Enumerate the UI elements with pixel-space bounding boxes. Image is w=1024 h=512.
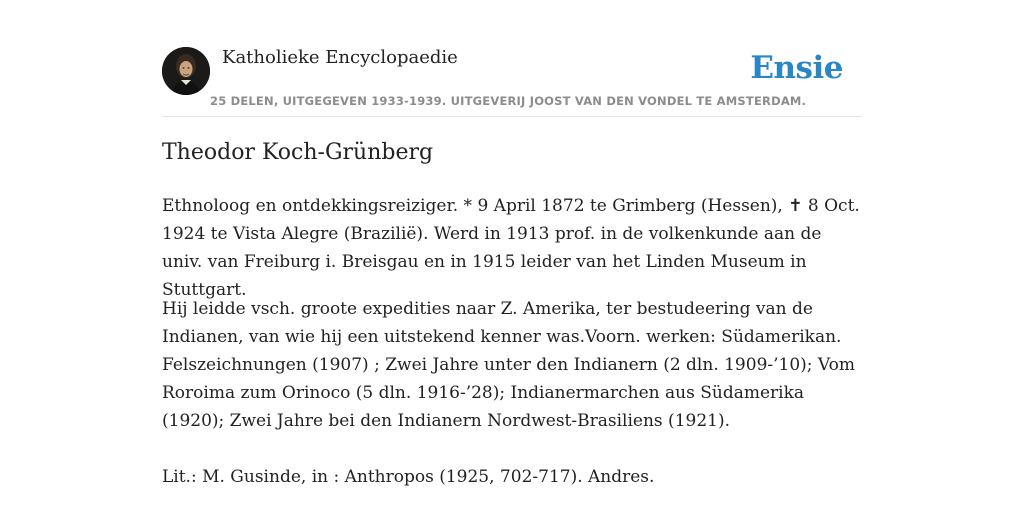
encyclopedia-name[interactable]: Katholieke Encyclopaedie bbox=[222, 47, 458, 68]
article-title: Theodor Koch-Grünberg bbox=[162, 140, 434, 165]
ensie-logo[interactable]: Ensie bbox=[750, 50, 843, 86]
article-paragraph: Ethnoloog en ontdekkingsreiziger. * 9 April 1872 te Grimberg (Hessen), ✝ 8 Oct. 1924 te Vista Alegre (Brazilië). Werd in 1913 prof. in de volkenkunde aan de univ. van Freiburg i. Breisgau en in 1915 leider van het Linden Museum in Stuttgart. bbox=[162, 196, 860, 300]
encyclopedia-subtitle: 25 DELEN, UITGEGEVEN 1933-1939. UITGEVERIJ JOOST VAN DEN VONDEL TE AMSTERDAM. bbox=[210, 94, 807, 108]
site-header bbox=[162, 44, 862, 117]
portrait-icon[interactable] bbox=[162, 47, 210, 95]
article-paragraph: Lit.: M. Gusinde, in : Anthropos (1925, 702-717). Andres. bbox=[162, 467, 655, 487]
article-paragraph: Hij leidde vsch. groote expedities naar Z. Amerika, ter bestudeering van de Indianen, van wie hij een uitstekend kenner was.Voorn. werken: Südamerikan. Felszeichnungen (1907) ; Zwei Jahre unter den Indianern (2 dln. 1909-’10); Vom Roroima zum Orinoco (5 dln. 1916-’28); Indianermarchen aus Südamerika (1920); Zwei Jahre bei den Indianern Nordwest-Brasiliens (1921). bbox=[162, 299, 855, 431]
